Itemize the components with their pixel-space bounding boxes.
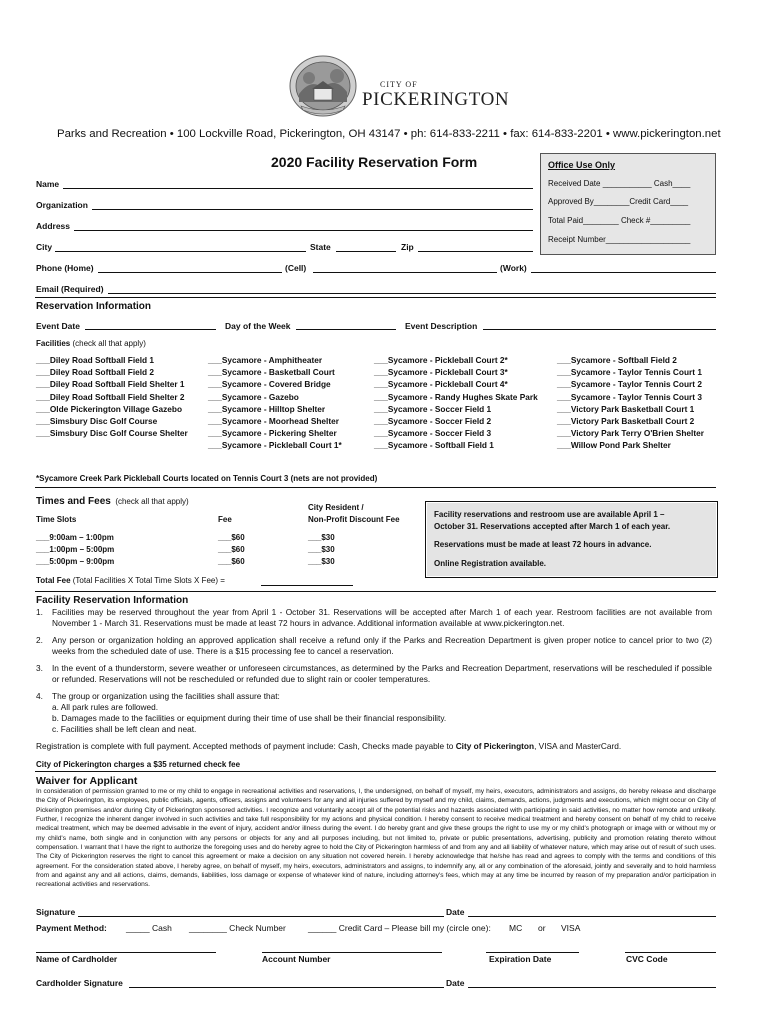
account-number-label: Account Number: [262, 954, 331, 964]
phone-work-label: (Work): [500, 263, 527, 273]
facility-checkbox[interactable]: ___Sycamore - Randy Hughes Skate Park: [374, 391, 538, 402]
payment-methods-text: , VISA and MasterCard.: [534, 741, 622, 751]
event-date-label: Event Date: [36, 321, 80, 331]
city-field[interactable]: [55, 251, 306, 252]
card-type-or: or: [538, 923, 546, 933]
contact-website: www.pickerington.net: [613, 128, 721, 140]
state-field[interactable]: [336, 251, 396, 252]
city-label: City: [36, 242, 53, 252]
event-description-label: Event Description: [405, 321, 478, 331]
fee-value: ___$60: [218, 545, 245, 554]
waiver-text: In consideration of permission granted to me or my child to engage in recreational activities and reservations, I, the undersigned, on behalf of myself, my heirs, executors, administrators and assigns, do hereby release and discharge the City of Pickerington, its employees, public officials, agents, officers, assigns and volunteers for any and all injuries suffered by myself and my child, claims, demands, actions, judgments and executions, which might occur on City of Pickerington premises and/or during City of Pickerington sponsored activities. I recognize and voluntarily accept all of the potential risks and hazards associated with participating in said activities, no matter how remote and unlikely. Further, I recognize the inherent danger involved in such activities and take full responsibility for my actions and physical condition. I hereby consent to receive medical treatment and hereby consent on behalf of my child to receive medical treatment, which may be deemed advisable in the event of injury, accident and/or illness during the event. I do hereby grant and give these groups the right to use my or my child's photograph or image with or without my or my child's name, both single and in conjunction with any persons or objects for any and all purposes including, but not limited to, private or public presentations, advertising, publicity and promotion relating thereto without compensation. I warrant that I have the right to authorize the foregoing uses and do hereby agree to hold the City of Pickerington harmless of and from any and all liability of whatever nature, which may arise out of result of such uses. The City of Pickerington reserves the right to cancel this agreement or make a decision on any situation not covered herein. I hereby acknowledge that he/she has read and agrees to comply with the terms and conditions of this agreement. For the consideration stated above, I hereby agree, on behalf of myself, my heirs, executors, administrators and assigns, to indemnify any, all or any combination of the aforesaid, jointly and severally and to hold harmless from and against any and all actions, claims, demands, liabilities, loss damage or expense of whatever kind of nature, including attorney's fees, which may at any time be incurred by reason of my preparation and/or participation in recreational activities and reservations.: [36, 788, 716, 889]
facility-checkbox[interactable]: ___Diley Road Softball Field Shelter 1: [36, 379, 185, 390]
time-slot-checkbox[interactable]: ___9:00am – 1:00pm: [36, 533, 114, 542]
notice-box: [425, 501, 718, 578]
waiver-heading: Waiver for Applicant: [36, 775, 138, 787]
resident-fee-header: City Resident /: [308, 503, 364, 512]
facilities-label-bold: Facilities: [36, 339, 71, 348]
payment-method-label: Payment Method:: [36, 923, 107, 933]
facility-checkbox[interactable]: ___Diley Road Softball Field Shelter 2: [36, 391, 185, 402]
zip-field[interactable]: [418, 251, 533, 252]
card-type-visa[interactable]: VISA: [561, 923, 581, 933]
organization-field[interactable]: [92, 209, 533, 210]
facilities-label-note: (check all that apply): [72, 339, 146, 348]
payment-cash-option[interactable]: _____ Cash: [126, 923, 172, 933]
facility-checkbox[interactable]: ___Olde Pickerington Village Gazebo: [36, 403, 183, 414]
office-use-box: [540, 153, 716, 255]
times-fees-heading-bold: Times and Fees: [36, 496, 111, 507]
phone-cell-field[interactable]: [313, 272, 497, 273]
facility-checkbox[interactable]: ___Sycamore - Amphitheater: [208, 355, 323, 365]
form-title: 2020 Facility Reservation Form: [271, 154, 478, 170]
section-divider: [35, 771, 716, 772]
logo-city-name: PICKERINGTON: [362, 89, 510, 110]
facility-checkbox[interactable]: ___Simsbury Disc Golf Course: [36, 415, 158, 426]
info-item: [36, 691, 712, 702]
facility-checkbox[interactable]: ___Sycamore - Basketball Court: [208, 367, 335, 378]
facility-checkbox[interactable]: ___Sycamore - Hilltop Shelter: [208, 403, 326, 414]
fee-value: ___$60: [218, 533, 245, 542]
facility-checkbox[interactable]: ___Sycamore - Softball Field 1: [374, 440, 494, 451]
info-sub-item: b. Damages made to the facilities or equipment during their time of use shall be their financial responsibility.: [52, 713, 447, 723]
facility-column-1: [36, 354, 188, 439]
date-label-2: Date: [446, 978, 465, 988]
notice-advance: Reservations must be made at least 72 hours in advance.: [434, 540, 652, 549]
info-item-text: Facilities may be reserved throughout the year from April 1 - October 31. Reservations will be accepted after March 1 of each year. Restroom facilities are not available from November 1 - March 31. Reservations must be made at least 72 hours in advance. Additional information available at www.pickerington.net.: [52, 607, 712, 628]
facility-column-2: [208, 354, 342, 452]
time-slot-checkbox[interactable]: ___1:00pm – 5:00pm: [36, 545, 115, 554]
state-label: State: [310, 242, 331, 252]
info-sub-item: a. All park rules are followed.: [52, 702, 159, 712]
facility-checkbox[interactable]: ___Sycamore - Pickleball Court 1*: [208, 440, 342, 451]
cardholder-signature-label: Cardholder Signature: [36, 978, 123, 988]
facility-checkbox[interactable]: ___Sycamore - Pickering Shelter: [208, 428, 337, 439]
info-item-number: 3.: [36, 663, 43, 673]
name-field[interactable]: [63, 188, 533, 189]
notice-availability: Facility reservations and restroom use are available April 1 –: [434, 510, 665, 519]
info-item-number: 4.: [36, 691, 43, 701]
facility-checkbox[interactable]: ___Diley Road Softball Field 2: [36, 367, 155, 378]
reservation-heading: Reservation Information: [36, 301, 152, 312]
facility-checkbox[interactable]: ___Sycamore - Pickleball Court 2*: [374, 355, 508, 365]
total-fee-field[interactable]: [261, 585, 353, 586]
cardholder-signature-field[interactable]: [129, 987, 444, 988]
email-field[interactable]: [108, 293, 716, 294]
time-slots-header: Time Slots: [36, 515, 77, 524]
total-fee-formula: (Total Facilities X Total Time Slots X Fee) =: [72, 576, 225, 585]
contact-dept: Parks and Recreation: [57, 128, 167, 140]
facility-checkbox[interactable]: ___Sycamore - Softball Field 2: [557, 355, 677, 365]
info-item-text: In the event of a thunderstorm, severe weather or unforeseen circumstances, as determined by the Parks and Recreation Department, reservations will be rescheduled if possible or refunded. Reservations will not be rescheduled or refunded due to slight rain or cooler temperatures.: [52, 663, 712, 684]
facility-checkbox[interactable]: ___Sycamore - Pickleball Court 3*: [374, 367, 508, 378]
payment-methods-text: Registration is complete with full payment. Accepted methods of payment include: Cash, Checks made payable to: [36, 741, 456, 751]
facility-checkbox[interactable]: ___Victory Park Terry O'Brien Shelter: [557, 428, 704, 439]
cvc-code-label: CVC Code: [626, 954, 668, 964]
info-item: [36, 607, 712, 628]
facility-column-4: [557, 354, 704, 452]
facilities-label: [36, 339, 146, 348]
info-item: [36, 635, 712, 656]
time-slot-checkbox[interactable]: ___5:00pm – 9:00pm: [36, 557, 115, 566]
payment-methods-note: [36, 741, 621, 751]
times-fees-heading-note: (check all that apply): [115, 497, 189, 506]
facility-checkbox[interactable]: ___Sycamore - Taylor Tennis Court 1: [557, 367, 702, 378]
phone-work-field[interactable]: [531, 272, 716, 273]
day-of-week-field[interactable]: [296, 329, 396, 330]
signature-field[interactable]: [78, 916, 444, 917]
facility-checkbox[interactable]: ___Simsbury Disc Golf Course Shelter: [36, 428, 188, 439]
name-label: Name: [36, 179, 60, 189]
bullet: •: [503, 128, 508, 140]
info-item-text: The group or organization using the facilities shall assure that:: [52, 691, 280, 701]
facility-checkbox[interactable]: ___Victory Park Basketball Court 1: [557, 403, 695, 414]
info-heading: Facility Reservation Information: [36, 595, 189, 606]
bullet: •: [169, 128, 174, 140]
expiration-date-label: Expiration Date: [489, 954, 552, 964]
fee-value: ___$60: [218, 557, 245, 566]
phone-home-label: Phone (Home): [36, 263, 94, 273]
info-item-number: 2.: [36, 635, 43, 645]
notice-online: Online Registration available.: [434, 559, 547, 568]
office-use-row: Received Date ___________ Cash____: [548, 179, 691, 188]
facility-checkbox[interactable]: ___Sycamore - Taylor Tennis Court 2: [557, 379, 702, 390]
office-use-row: Approved By________Credit Card____: [548, 197, 689, 206]
logo-city-of: CITY OF: [380, 80, 418, 89]
date-field[interactable]: [468, 916, 716, 917]
info-item-text: Any person or organization holding an approved application shall receive a refund only if the Parks and Recreation Department is given proper notice to cancel prior to two (2) weeks from the scheduled date of use. There is a $15 processing fee to cancel a reservation.: [52, 635, 712, 656]
section-divider: [35, 591, 716, 592]
discount-fee-value: ___$30: [308, 533, 335, 542]
contact-fax: fax: 614-833-2201: [510, 128, 603, 140]
contact-phone: ph: 614-833-2211: [410, 128, 500, 140]
facility-checkbox[interactable]: ___Diley Road Softball Field 1: [36, 355, 155, 365]
payment-check-option[interactable]: ________ Check Number: [189, 923, 286, 933]
payment-card-option[interactable]: ______ Credit Card – Please bill my (circle one):: [308, 923, 491, 933]
bullet: •: [605, 128, 610, 140]
fee-header: Fee: [218, 515, 232, 524]
cardholder-name-label: Name of Cardholder: [36, 954, 118, 964]
times-fees-heading: [36, 491, 189, 509]
facility-checkbox[interactable]: ___Sycamore - Soccer Field 1: [374, 403, 492, 414]
card-type-mc[interactable]: MC: [509, 923, 523, 933]
section-divider: [35, 487, 716, 488]
account-number-field[interactable]: [262, 952, 442, 953]
info-item: [36, 663, 712, 684]
cardholder-name-field[interactable]: [36, 952, 216, 953]
facility-checkbox[interactable]: ___Sycamore - Taylor Tennis Court 3: [557, 391, 702, 402]
discount-fee-value: ___$30: [308, 545, 335, 554]
facility-checkbox[interactable]: ___Sycamore - Soccer Field 3: [374, 428, 492, 439]
pickleball-note: *Sycamore Creek Park Pickleball Courts located on Tennis Court 3 (nets are not provided): [36, 474, 378, 483]
facility-checkbox[interactable]: ___Victory Park Basketball Court 2: [557, 415, 695, 426]
event-date-field[interactable]: [85, 329, 216, 330]
facility-checkbox[interactable]: ___Sycamore - Moorhead Shelter: [208, 415, 339, 426]
zip-label: Zip: [401, 242, 414, 252]
office-use-row: Total Paid________ Check #_________: [548, 216, 691, 225]
discount-fee-value: ___$30: [308, 557, 335, 566]
date-label: Date: [446, 907, 465, 917]
resident-fee-header: Non-Profit Discount Fee: [308, 515, 400, 524]
city-seal-logo: [287, 48, 359, 120]
bullet: •: [403, 128, 408, 140]
returned-check-note: City of Pickerington charges a $35 returned check fee: [36, 760, 241, 769]
total-fee-label-bold: Total Fee: [36, 576, 71, 585]
facility-checkbox[interactable]: ___Sycamore - Covered Bridge: [208, 379, 331, 390]
phone-home-field[interactable]: [98, 272, 282, 273]
facility-checkbox[interactable]: ___Sycamore - Gazebo: [208, 391, 299, 402]
payment-payee: City of Pickerington: [455, 741, 535, 751]
day-of-week-label: Day of the Week: [225, 321, 291, 331]
notice-box-fill: [427, 503, 716, 576]
facility-checkbox[interactable]: ___Willow Pond Park Shelter: [557, 440, 671, 451]
info-sub-item: c. Facilities shall be left clean and neat.: [52, 724, 197, 734]
facility-checkbox[interactable]: ___Sycamore - Soccer Field 2: [374, 415, 492, 426]
total-fee-label: [36, 576, 225, 585]
office-use-title: Office Use Only: [548, 160, 616, 170]
contact-line: [57, 128, 721, 140]
expiration-date-field[interactable]: [486, 952, 579, 953]
organization-label: Organization: [36, 200, 88, 210]
info-item-number: 1.: [36, 607, 43, 617]
address-label: Address: [36, 221, 71, 231]
email-label: Email (Required): [36, 284, 104, 294]
contact-address: 100 Lockville Road, Pickerington, OH 43147: [176, 128, 401, 140]
facility-column-3: [374, 354, 538, 452]
phone-cell-label: (Cell): [285, 263, 307, 273]
address-field[interactable]: [74, 230, 533, 231]
date-field-2[interactable]: [468, 987, 716, 988]
facility-checkbox[interactable]: ___Sycamore - Pickleball Court 4*: [374, 379, 508, 390]
notice-availability: October 31. Reservations accepted after March 1 of each year.: [434, 522, 671, 531]
section-divider: [35, 297, 716, 298]
office-use-row: Receipt Number___________________: [548, 235, 691, 244]
signature-label: Signature: [36, 907, 76, 917]
cvc-code-field[interactable]: [625, 952, 716, 953]
event-description-field[interactable]: [483, 329, 716, 330]
